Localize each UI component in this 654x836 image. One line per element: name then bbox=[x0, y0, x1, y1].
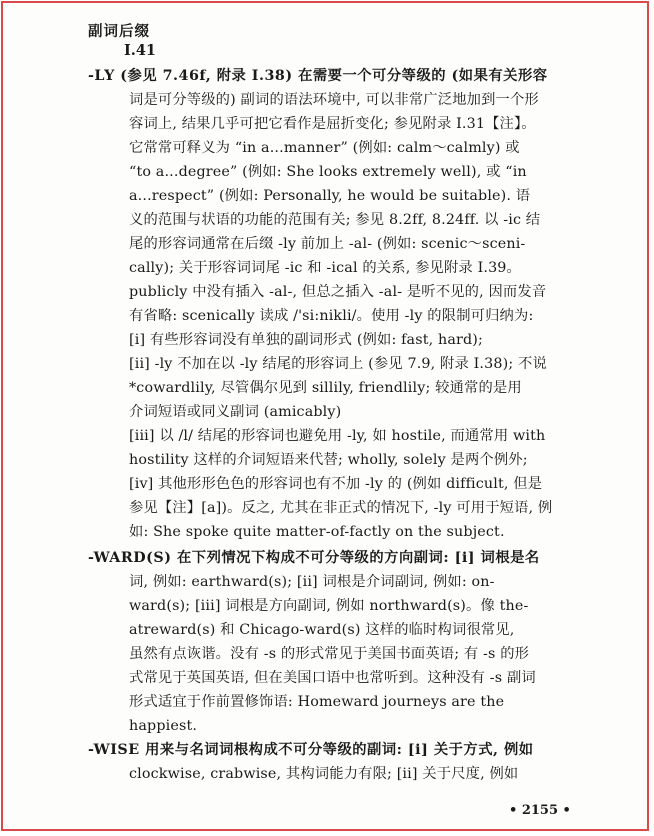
entry-line: happiest. bbox=[129, 718, 198, 734]
page-number: • 2155 • bbox=[509, 803, 571, 818]
entry-line: 义的范围与状语的功能的范围有关; 参见 8.2ff, 8.24ff. 以 -ic 结 bbox=[129, 212, 541, 228]
entry-line: hostility 这样的介词短语来代替; wholly, solely 是两个例外; bbox=[129, 452, 528, 468]
entry-line: 虽然有点诙谐。没有 -s 的形式常见于美国书面英语; 有 -s 的形 bbox=[129, 646, 530, 662]
entry-line: [iv] 其他形形色色的形容词也有不加 -ly 的 (例如 difficult, 但是 bbox=[129, 476, 543, 492]
entry-line: [i] 有些形容词没有单独的副词形式 (例如: fast, hard); bbox=[129, 332, 484, 348]
entry-line: 参见【注】[a])。反之, 尤其在非正式的情况下, -ly 可用于短语, 例 bbox=[129, 500, 553, 516]
section-title: 副词后缀 bbox=[88, 23, 150, 40]
entry-line: [iii] 以 /l/ 结尾的形容词也避免用 -ly, 如 hostile, 而通常用 with bbox=[129, 428, 546, 444]
entry-line: 如: She spoke quite matter-of-factly on the subject. bbox=[129, 524, 505, 540]
entry-line: publicly 中没有插入 -al-, 但总之插入 -al- 是听不见的, 因而发音 bbox=[129, 284, 547, 300]
entry-line: 尾的形容词通常在后缀 -ly 前加上 -al- (例如: scenic～sceni- bbox=[129, 236, 526, 252]
entry-line: -LY (参见 7.46f, 附录 Ⅰ.38) 在需要一个可分等级的 (如果有关形容 bbox=[88, 68, 548, 84]
entry-line: -WISE 用来与名词词根构成不可分等级的副词: [i] 关于方式, 例如 bbox=[88, 742, 534, 758]
entry-line: 词是可分等级的) 副词的语法环境中, 可以非常广泛地加到一个形 bbox=[129, 92, 539, 108]
entry-line: 它常常可释义为 “in a...manner” (例如: calm～calmly) 或 bbox=[129, 140, 520, 156]
entry-line: a...respect” (例如: Personally, he would be suitable). 语 bbox=[129, 188, 531, 204]
entry-line: [ii] -ly 不加在以 -ly 结尾的形容词上 (参见 7.9, 附录 Ⅰ.38); 不说 bbox=[129, 356, 547, 372]
entry-line: “to a...degree” (例如: She looks extremely well), 或 “in bbox=[129, 164, 527, 180]
section-reference: Ⅰ.41 bbox=[124, 42, 157, 59]
entry-line: 容词上, 结果几乎可把它看作是屈折变化; 参见附录 Ⅰ.31【注】。 bbox=[129, 116, 536, 132]
entry-line: 有省略: scenically 读成 /'si:nikli/。使用 -ly 的限制可归纳为: bbox=[129, 308, 534, 324]
entry-line: *cowardlily, 尽管偶尔见到 sillily, friendlily; 较通常的是用 bbox=[129, 380, 522, 396]
entry-line: 形式适宜于作前置修饰语: Homeward journeys are the bbox=[129, 694, 505, 710]
entry-line: 介词短语或同义副词 (amicably) bbox=[129, 404, 342, 420]
entry-line: -WARD(S) 在下列情况下构成不可分等级的方向副词: [i] 词根是名 bbox=[88, 550, 540, 566]
entry-line: ward(s); [iii] 词根是方向副词, 例如 northward(s)。像 the- bbox=[129, 598, 529, 614]
entry-line: clockwise, crabwise, 其构词能力有限; [ii] 关于尺度, 例如 bbox=[129, 766, 519, 782]
entry-line: atreward(s) 和 Chicago-ward(s) 这样的临时构词很常见, bbox=[129, 622, 515, 638]
entry-line: cally); 关于形容词词尾 -ic 和 -ical 的关系, 参见附录 Ⅰ.39。 bbox=[129, 260, 522, 276]
entry-line: 词, 例如: earthward(s); [ii] 词根是介词副词, 例如: on- bbox=[129, 574, 495, 590]
entry-line: 式常见于英国英语, 但在美国口语中也常听到。这种没有 -s 副词 bbox=[129, 670, 536, 686]
